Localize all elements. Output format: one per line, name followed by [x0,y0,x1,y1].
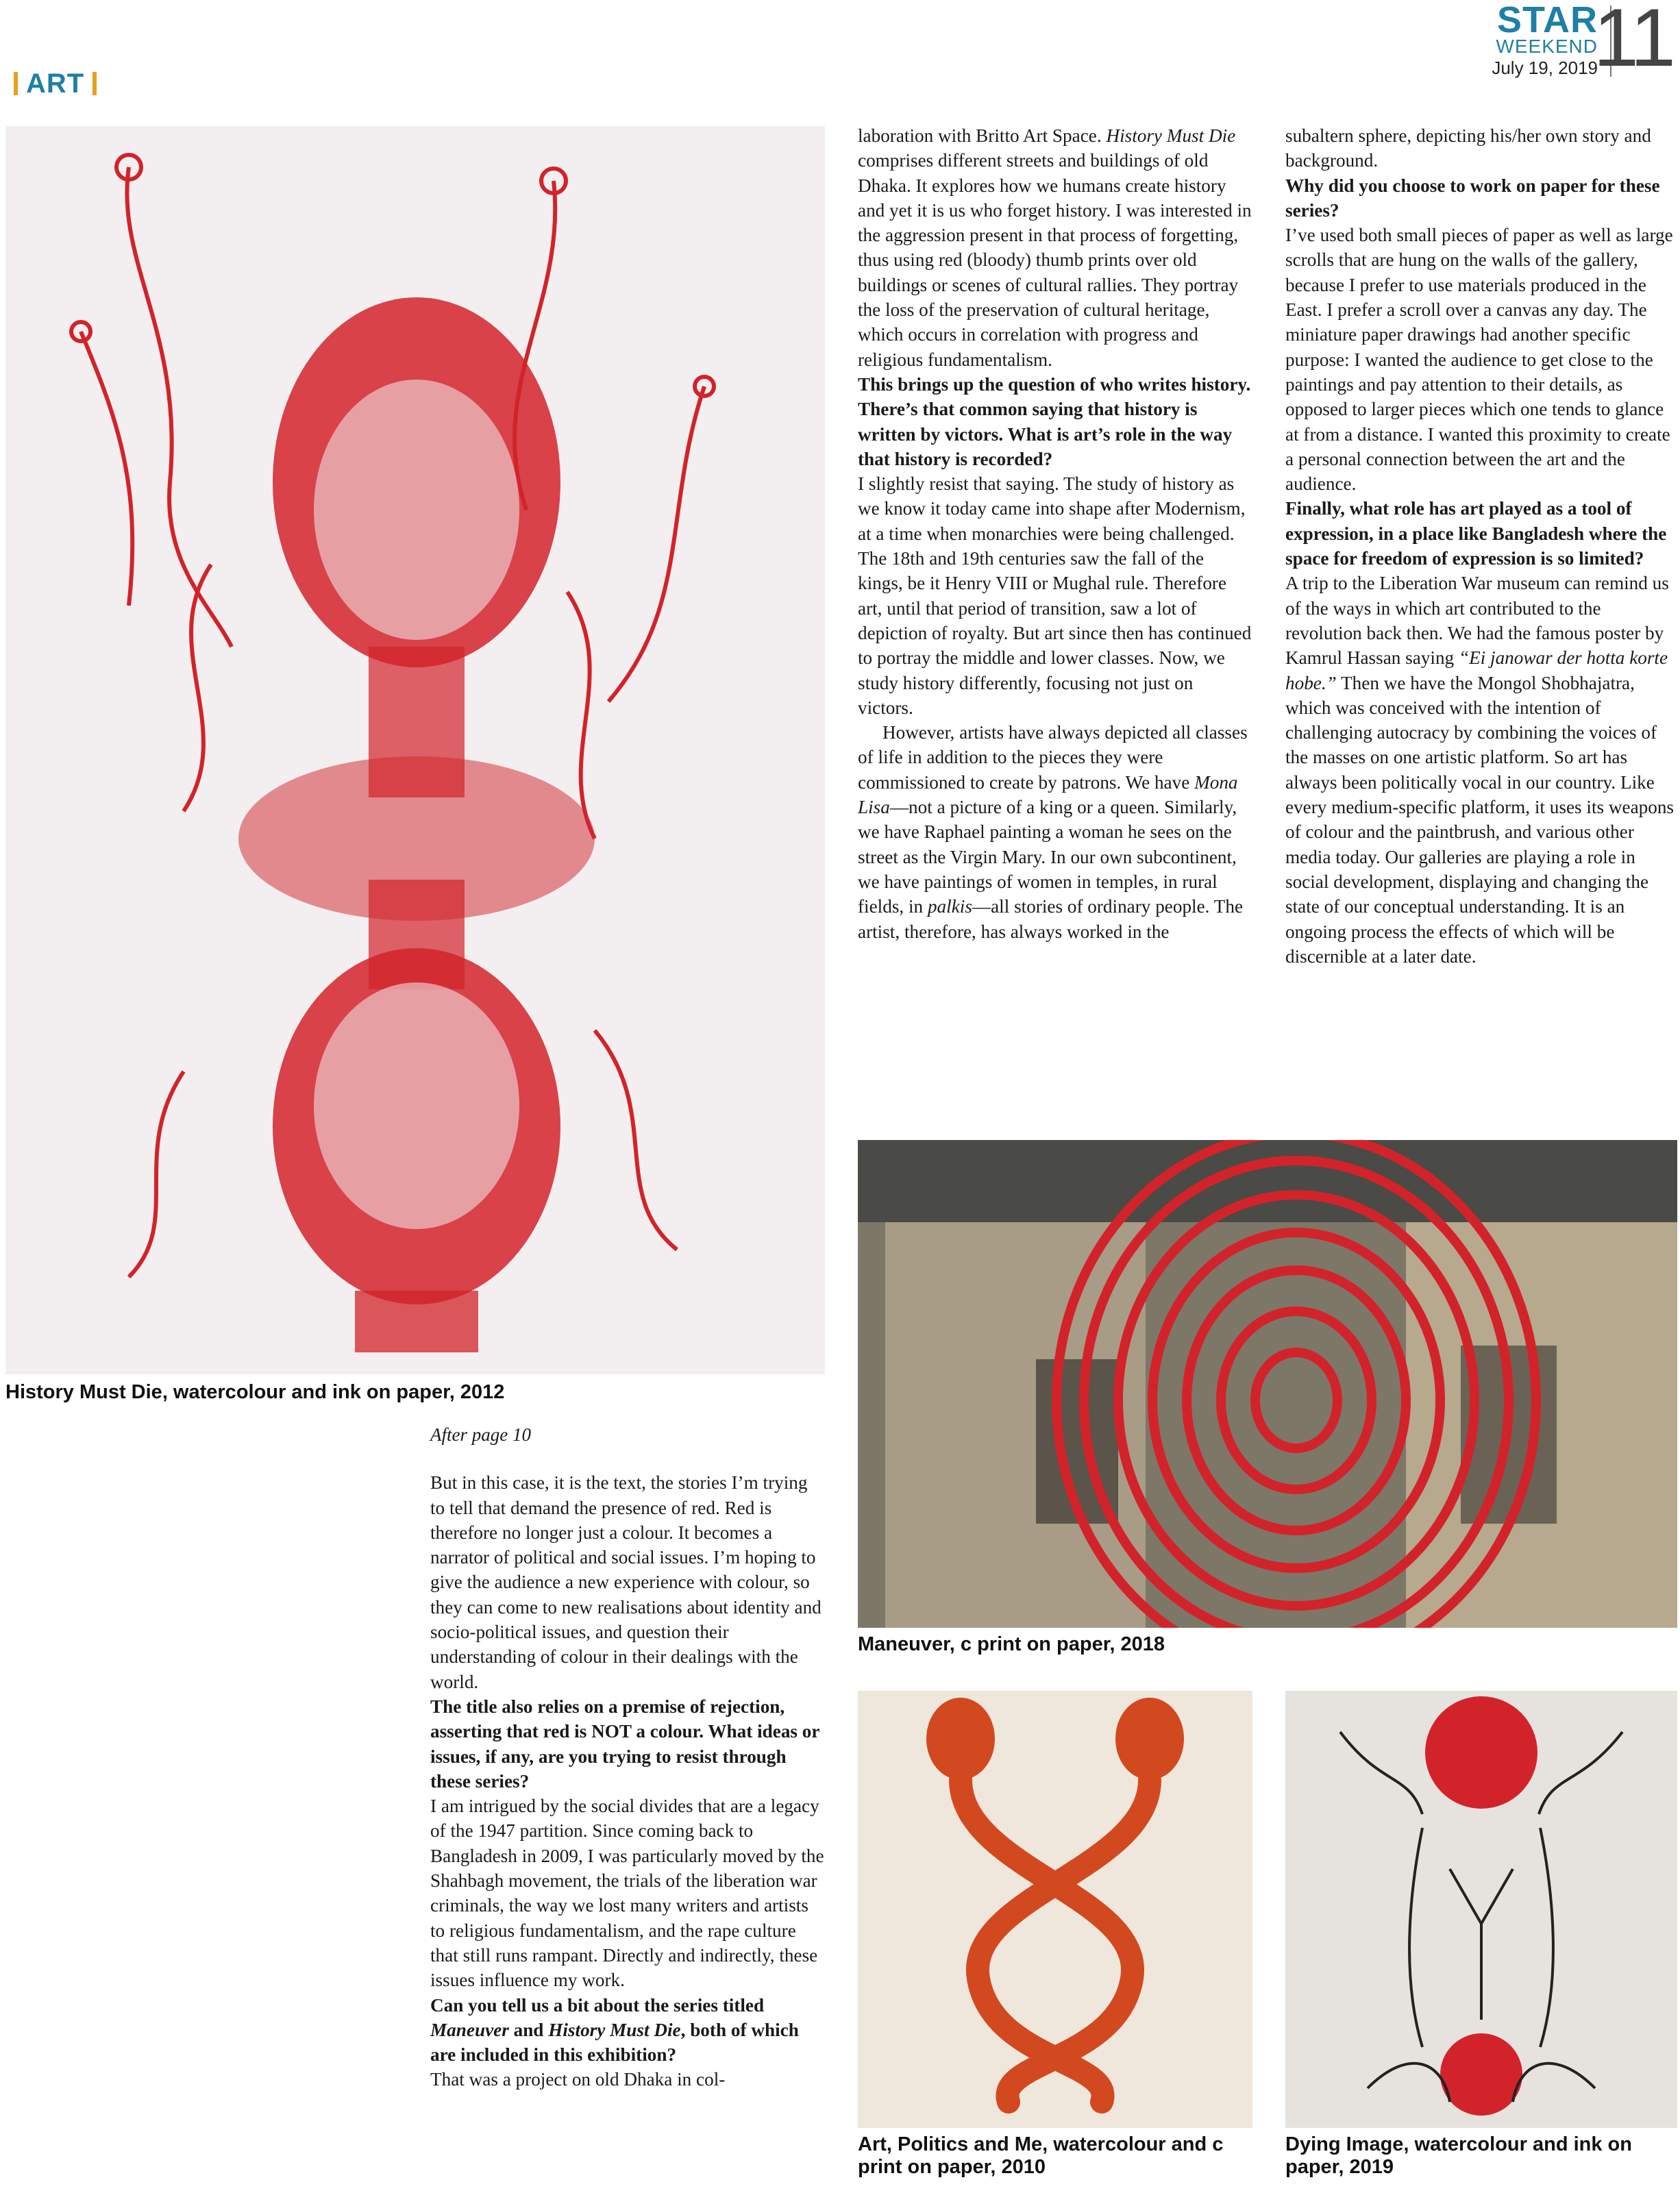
paragraph: I am intrigued by the social divides that are a legacy of the 1947 partition. Since coming back to Bangladesh in 2009, I was particularly moved by the Shahbagh movement, the trials of the liberation war criminals, the way we lost many writers and artists to religious fundamentalism, and the rape culture that still runs rampant. Directly and indirectly, these issues influence my work. [430,1796,824,1991]
page-number: 11 [1593,0,1673,84]
paragraph: However, artists have always depicted all classes of life in addition to the pieces they were commissioned to create by patrons. We have Mona Lisa—not a picture of a king or a queen. Similarly, we have Raphael painting a woman he sees on the street as the Virgin Mary. In our own subcontinent, we have paintings of women in temples, in rural fields, in palkis—all stories of ordinary people. The artist, therefore, has always worked in the [858,722,1248,942]
brand-bottom: WEEKEND [1496,36,1598,57]
paragraph: A trip to the Liberation War museum can remind us of the ways in which art contributed to the revolution back then. We had the famous poster by Kamrul Hassan saying “Ei janowar der hotta korte hobe.” Then we have the Mongol Shobhajatra, which was conceived with the intention of challenging autocracy by combining the voices of the masses on one artistic platform. So art has always been politically vocal in our country. Like every medium-specific platform, it uses its weapons of colour and the paintbrush, and various other media today. Our galleries are playing a role in social development, displaying and changing the state of our conceptual understanding. It is an ongoing process the effects of which will be discernible at a later date. [1285,573,1675,967]
paragraph: I’ve used both small pieces of paper as well as large scrolls that are hung on the walls of the gallery, because I prefer to use materials produced in the East. I prefer a scroll over a canvas any day. The miniature paper drawings had another specific purpose: I wanted the audience to get close to the paintings and pay attention to their details, as opposed to larger pieces which one tends to glance at from a distance. I wanted this proximity to create a personal connection between the art and the audience. [1285,225,1673,495]
paragraph: I slightly resist that saying. The study of history as we know it today came into shape after Modernism, at a time when monarchies were being challenged. The 18th and 19th centuries saw the fall of the kings, be it Henry VIII or Mughal rule. Therefore art, until that period of transition, saw a lot of depiction of royalty. But art since then has continued to portray the middle and lower classes. Now, we study history differently, focusing not just on victors. [858,473,1252,718]
paragraph: That was a project on old Dhaka in col- [430,2069,726,2090]
dying-image-caption: Dying Image, watercolour and ink on paper, 2019 [1285,2133,1632,2178]
history-must-die-caption: History Must Die, watercolour and ink on paper, 2012 [5,1381,505,1403]
maneuver-image [858,1140,1677,1628]
interview-question: This brings up the question of who writes history. There’s that common saying that history is written by victors. What is art’s role in the way that history is recorded? [858,373,1251,469]
issue-date: July 19, 2019 [1492,58,1598,78]
continued-from: After page 10 [430,1424,531,1445]
section-bar-left [14,72,18,95]
art-politics-image [858,1691,1252,2128]
dying-image [1285,1691,1677,2128]
article-column-left [430,1422,825,2092]
brand-logo [1492,0,1598,79]
brand-top: STAR [1497,0,1598,40]
paragraph: laboration with Britto Art Space. History Must Die comprises different streets and buildings of old Dhaka. It explores how we humans create history and yet it is us who forget history. I was interested in the aggression present in that process of forgetting, thus using red (bloody) thumb prints over old buildings or scenes of cultural rallies. They portray the loss of the preservation of cultural heritage, which occurs in correlation with progress and religious fundamentalism. [858,125,1252,370]
paragraph: But in this case, it is the text, the stories I’m trying to tell that demand the presence of red. Red is therefore no longer just a colour. It becomes a narrator of political and social issues. I’m hoping to give the audience a new experience with colour, so they can come to new realisations about identity and socio-political issues, and question their understanding of colour in their dealings with the world. [430,1472,822,1692]
interview-question: Why did you choose to work on paper for these series? [1285,175,1660,221]
interview-question: Can you tell us a bit about the series titled Maneuver and History Must Die, both of which are included in this exhibition? [430,1994,799,2066]
section-bar-right [92,72,97,95]
paragraph: subaltern sphere, depicting his/her own story and background. [1285,125,1651,171]
interview-question: Finally, what role has art played as a tool of expression, in a place like Bangladesh where the space for freedom of expression is so limited? [1285,498,1667,569]
history-must-die-image [5,126,825,1374]
art-politics-caption: Art, Politics and Me, watercolour and c print on paper, 2010 [858,2133,1224,2178]
maneuver-caption: Maneuver, c print on paper, 2018 [858,1633,1165,1655]
interview-question: The title also relies on a premise of rejection, asserting that red is NOT a colour. What ideas or issues, if any, are you trying to resist through these series? [430,1696,819,1792]
article-column-middle [858,123,1252,944]
section-label: ART [26,69,85,99]
section-tag [5,69,105,99]
article-column-right [1285,123,1677,969]
